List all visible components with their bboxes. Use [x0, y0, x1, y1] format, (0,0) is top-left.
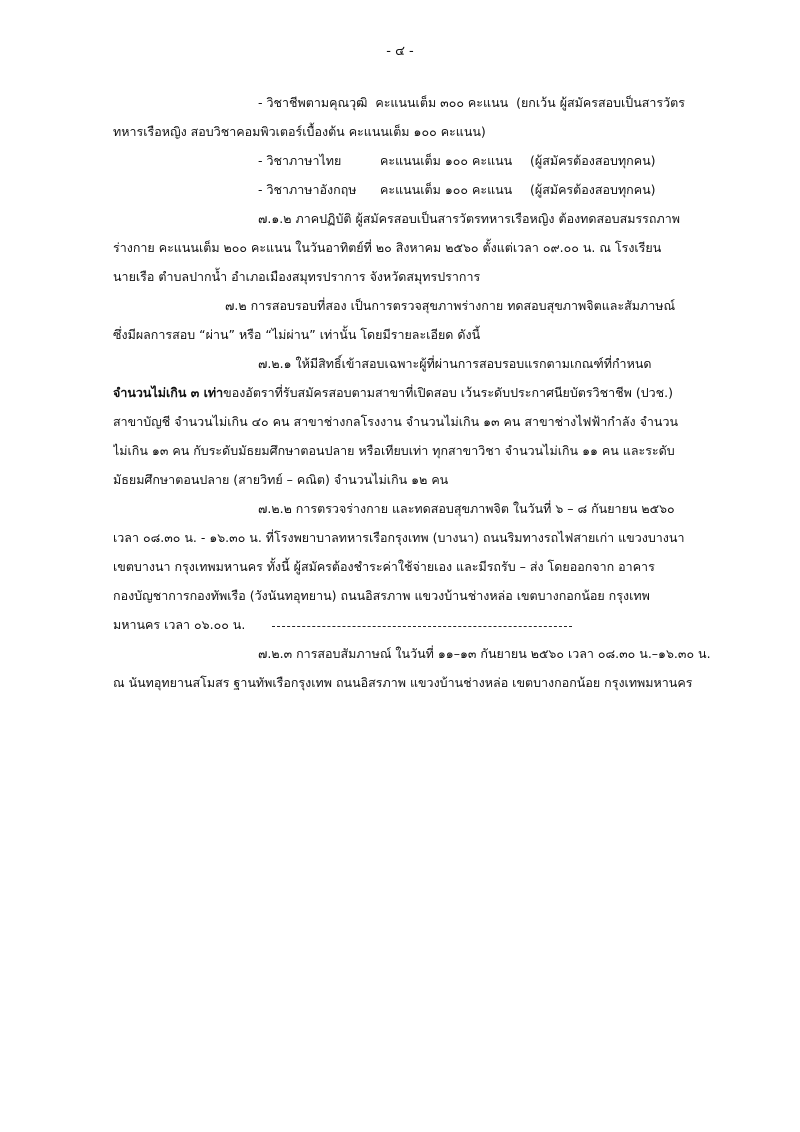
subject-note: (ผู้สมัครต้องสอบทุกคน) — [530, 182, 656, 197]
section-722-line: เวลา ๐๘.๓๐ น. - ๑๖.๓๐ น. ที่โรงพยาบาลทหารเรือกรุงเทพ (บางนา) ถนนริมทางรถไฟสายเก่า แขวงบางนา — [113, 530, 685, 545]
section-722-line: มหานคร เวลา ๐๖.๐๐ น. — [113, 617, 246, 632]
section-712-line: ร่างกาย คะแนนเต็ม ๒๐๐ คะแนน ในวันอาทิตย์ที่ ๒๐ สิงหาคม ๒๕๖๐ ตั้งแต่เวลา ๐๙.๐๐ น. ณ โรงเรียน — [113, 240, 662, 255]
section-721-line: มัธยมศึกษาตอนปลาย (สายวิทย์ – คณิต) จำนวนไม่เกิน ๑๒ คน — [113, 472, 449, 487]
section-723-line: ๗.๒.๓ การสอบสัมภาษณ์ ในวันที่ ๑๑–๑๓ กันยายน ๒๕๖๐ เวลา ๐๘.๓๐ น.–๑๖.๓๐ น. — [258, 646, 711, 661]
section-722-line: ๗.๒.๒ การตรวจร่างกาย และทดสอบสุขภาพจิต ในวันที่ ๖ – ๘ กันยายน ๒๕๖๐ — [258, 501, 675, 516]
section-721-line: ๗.๒.๑ ให้มีสิทธิ์เข้าสอบเฉพาะผู้ที่ผ่านการสอบรอบแรกตามเกณฑ์ที่กำหนด — [258, 356, 652, 371]
end-divider — [272, 626, 572, 627]
subject-row-thai — [113, 146, 735, 175]
subject-row-professional-cont: ทหารเรือหญิง สอบวิชาคอมพิวเตอร์เบื้องต้น คะแนนเต็ม ๑๐๐ คะแนน) — [113, 124, 486, 139]
subject-score: คะแนนเต็ม ๓๐๐ คะแนน — [375, 95, 509, 110]
page-number: - ๔ - — [386, 44, 414, 59]
section-712-line: นายเรือ ตำบลปากน้ำ อำเภอเมืองสมุทรปราการ จังหวัดสมุทรปราการ — [113, 269, 481, 284]
document-body — [113, 88, 735, 697]
section-722-line: เขตบางนา กรุงเทพมหานคร ทั้งนี้ ผู้สมัครต้องชำระค่าใช้จ่ายเอง และมีรถรับ – ส่ง โดยออกจาก อาคาร — [113, 559, 655, 574]
section-721-rest: ของอัตราที่รับสมัครสอบตามสาขาที่เปิดสอบ เว้นระดับประกาศนียบัตรวิชาชีพ (ปวช.) — [223, 385, 673, 400]
section-721-line: ไม่เกิน ๑๓ คน กับระดับมัธยมศึกษาตอนปลาย หรือเทียบเท่า ทุกสาขาวิชา จำนวนไม่เกิน ๑๑ คน และระดับ — [113, 443, 675, 458]
section-72-line: ซึ่งมีผลการสอบ “ผ่าน” หรือ “ไม่ผ่าน” เท่านั้น โดยมีรายละเอียด ดังนี้ — [113, 327, 481, 342]
section-722-line: กองบัญชาการกองทัพเรือ (วังนันทอุทยาน) ถนนอิสรภาพ แขวงบ้านช่างหล่อ เขตบางกอกน้อย กรุงเทพ — [113, 588, 650, 603]
subject-name: - วิชาชีพตามคุณวุฒิ — [258, 95, 368, 110]
bold-limit-text: จำนวนไม่เกิน ๓ เท่า — [113, 385, 224, 400]
subject-name: - วิชาภาษาไทย — [258, 153, 342, 168]
subject-note: (ยกเว้น ผู้สมัครสอบเป็นสารวัตร — [516, 95, 685, 110]
subject-row-english — [113, 175, 735, 204]
section-72-line: ๗.๒ การสอบรอบที่สอง เป็นการตรวจสุขภาพร่างกาย ทดสอบสุขภาพจิตและสัมภาษณ์ — [225, 298, 676, 313]
subject-score: คะแนนเต็ม ๑๐๐ คะแนน — [380, 182, 513, 197]
section-721-line — [113, 378, 735, 407]
subject-row-professional — [113, 88, 735, 117]
section-723-line: ณ นันทอุทยานสโมสร ฐานทัพเรือกรุงเทพ ถนนอิสรภาพ แขวงบ้านช่างหล่อ เขตบางกอกน้อย กรุงเทพมหานคร — [113, 675, 693, 690]
subject-name: - วิชาภาษาอังกฤษ — [258, 182, 357, 197]
subject-score: คะแนนเต็ม ๑๐๐ คะแนน — [380, 153, 513, 168]
section-721-line: สาขาบัญชี จำนวนไม่เกิน ๔๐ คน สาขาช่างกลโรงงาน จำนวนไม่เกิน ๑๓ คน สาขาช่างไฟฟ้ากำลัง จำนวน — [113, 414, 679, 429]
subject-note: (ผู้สมัครต้องสอบทุกคน) — [530, 153, 656, 168]
section-712-line: ๗.๑.๒ ภาคปฏิบัติ ผู้สมัครสอบเป็นสารวัตรทหารเรือหญิง ต้องทดสอบสมรรถภาพ — [258, 211, 680, 226]
